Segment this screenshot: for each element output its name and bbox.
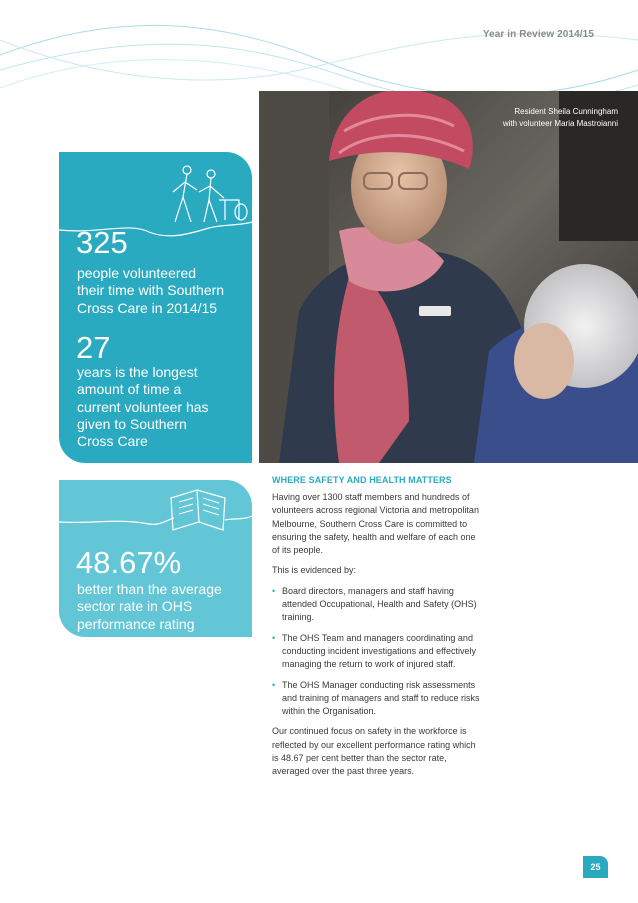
photo-caption xyxy=(418,106,618,130)
ohs-percentage: 48.67% xyxy=(76,545,182,580)
article-intro: Having over 1300 staff members and hundreds of volunteers across regional Victoria and metropolitan Melbourne, Southern Cross Care is committed to ensuring the safety, health and welfare of each one of its people. xyxy=(272,492,479,556)
page-number: 25 xyxy=(583,856,608,878)
article-heading: WHERE SAFETY AND HEALTH MATTERS xyxy=(272,475,452,485)
bullet-icon: • xyxy=(272,585,276,596)
evidence-list xyxy=(272,585,484,719)
article-conclusion: Our continued focus on safety in the workforce is reflected by our excellent performance rating which is 48.67 per cent better than the sector rate, averaged over the past three years. xyxy=(272,726,476,777)
bullet-icon: • xyxy=(272,632,276,643)
volunteers-count: 325 xyxy=(76,225,128,260)
list-item: • Board directors, managers and staff having attended Occupational, Health and Safety (OHS) training. xyxy=(272,585,477,623)
report-title: Year in Review 2014/15 xyxy=(482,29,594,40)
open-book-icon xyxy=(59,480,252,540)
safety-article xyxy=(272,475,484,786)
bullet-icon: • xyxy=(272,679,276,690)
ohs-description: better than the average sector rate in OHS performance rating xyxy=(77,581,222,632)
list-item: • The OHS Team and managers coordinating and conducting incident investigations and effectively managing the return to work of injured staff. xyxy=(272,632,476,670)
years-description: years is the longest amount of time a current volunteer has given to Southern Cross Care xyxy=(77,364,209,450)
article-evidenced: This is evidenced by: xyxy=(272,565,357,576)
volunteer-stats-panel xyxy=(59,152,252,463)
volunteer-resident-photo xyxy=(259,91,638,463)
years-count: 27 xyxy=(76,330,111,365)
volunteers-description: people volunteered their time with Southern Cross Care in 2014/15 xyxy=(77,265,225,316)
list-item: • The OHS Manager conducting risk assessments and training of managers and staff to reduce risks within the Organisation. xyxy=(272,679,480,717)
caption-line-1: Resident Sheila Cunningham xyxy=(514,107,618,116)
caption-line-2: with volunteer Maria Mastroianni xyxy=(502,119,618,128)
ohs-stats-panel xyxy=(59,480,252,637)
